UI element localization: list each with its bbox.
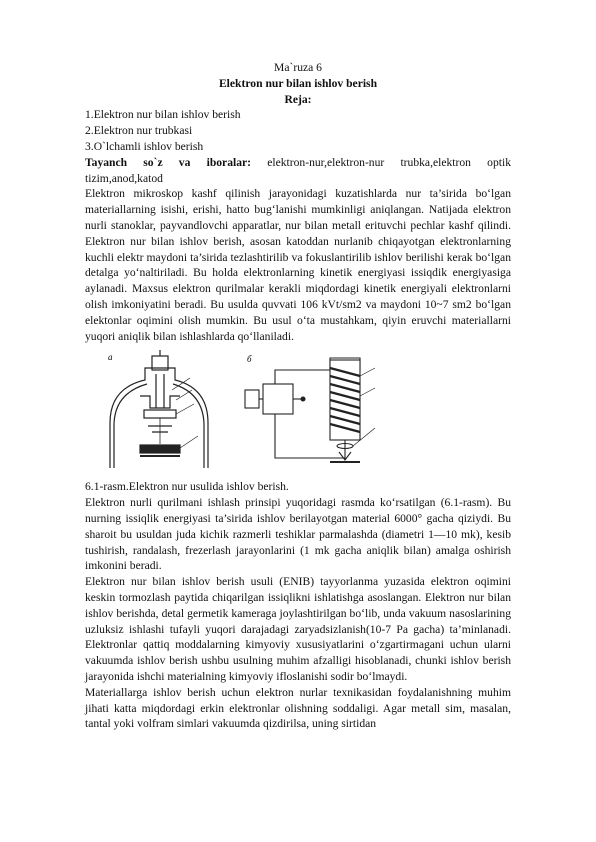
plan-heading: Reja: [284,92,312,106]
figure-left-label: a [108,352,113,363]
figure-electron-beam [85,348,511,473]
keywords-label: Tayanch so`z va iboralar: [85,155,252,169]
keywords-text: elektron-nur,elektron-nur trubka,elektron optik tizim,anod,katod [85,155,511,185]
plan-item-3: 3.O`lchamli ishlov berish [85,139,204,153]
keywords-paragraph [85,155,511,187]
paragraph-electrons: Materiallarga ishlov berish uchun elektron nurlar texnikasidan foydalanishning muhim jihati katta miqdordagi erkin elektronlar olishning soddaligi. Agar metall sim, masalan, tantal yoki volfram simlari vakuumda qizdirilsa, uning sirtidan [85,685,511,731]
plan-item-2: 2.Elektron nur trubkasi [85,124,193,138]
paragraph-enib: Elektron nur bilan ishlov berish usuli (ENIB) tayyorlanma yuzasida elektron oqimini keskin tormozlash paytida chiqarilgan issiqlikni ishlatishga asoslangan. Elektron nur bilan ishlov berishda, detal germetik kameraga joylashtirilgan bo‘lib, unda vakuum nasoslarining uzluksiz ishlashi tufayli yuqori darajadagi zaryadsizlanish(10-7 Pa gacha) ta’minlanadi. Elektronlar qattiq moddalarning kimyoviy xususiyatlarini o‘zgartirmagani uchun ularni vakuumda ishlov berish ushbu usulning muhim afzalligi hisoblanadi, chunki ishlov berish jarayonida ishchi materialning kimyoviy ifloslanishi sodir bo‘lmaydi. [85,575,511,683]
figure-caption: 6.1-rasm.Elektron nur usulida ishlov berish. [85,480,289,494]
plan-item-1: 1.Elektron nur bilan ishlov berish [85,108,241,122]
lecture-title: Elektron nur bilan ishlov berish [218,76,378,90]
figure-right-label: б [247,354,252,365]
paragraph-intro: Elektron mikroskop kashf qilinish jarayonidagi kuzatishlarda nur ta’sirida bo‘lgan materiallarning isishi, erishi, hatto bug‘lanishi mumkinligi aniqlangan. Natijada elektron nurli stanoklar, payvandlovchi apparatlar, nur bilan metall erituvchi pechlar kashf qilindi. Elektron nur bilan ishlov berish, asosan katoddan nurlanib chiqayotgan elektronlarning kuchli elektr maydoni ta’sirida tezlashtirilib va fokuslantirilib ishlov berilishi kerak bo‘lgan detalga yo‘naltiriladi. Bu holda elektronlarning kinetik energiyasi issiqdik energiyasiga aylanadi. Maxsus elektron qurilmalar kerakli miqdordagi kinetik energiyali elektronlarni olish imkoniyatini beradi. Bu usulda quvvati 106 kVt/sm2 va maydoni 10~7 sm2 bo‘lgan elektonlar oqimini olish mumkin. Bu usul o‘ta mustahkam, qiyin eruvchi materiallarni yuqori aniqlik bilan ishlashlarda qo‘llaniladi. [85,187,511,343]
paragraph-principle: Elektron nurli qurilmani ishlash prinsipi yuqoridagi rasmda ko‘rsatilgan (6.1-rasm). Bu nurning issiqlik energiyasi ta’sirida ishlov berilayotgan material 6000° gacha qiziydi. Bu sharoit bu usuldan juda kichik razmerli teshiklar parmalashda (diametri 1—10 mk), kesib tushirish, randalash, frezerlash jarayonlarini (1 mk gacha aniqlik bilan) amalga oshirish imkonini beradi. [85,496,511,573]
document-page [85,60,511,732]
figure-left-drawing [100,348,220,473]
lecture-number: Ma`ruza 6 [274,61,322,74]
figure-right-drawing [235,348,445,473]
